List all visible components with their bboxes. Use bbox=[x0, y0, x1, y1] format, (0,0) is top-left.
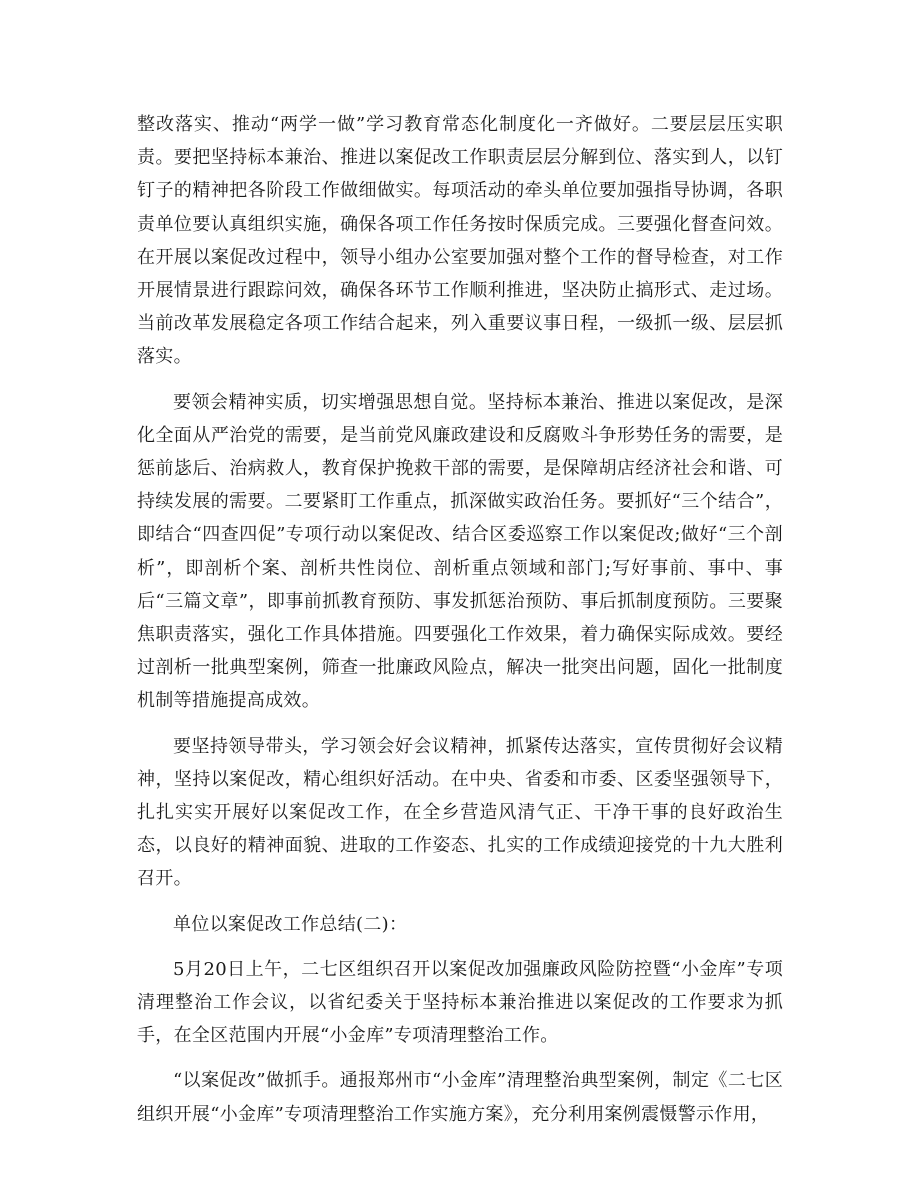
document-body bbox=[137, 108, 783, 1131]
paragraph-5: “以案促改”做抓手。通报郑州市“小金库”清理整治典型案例，制定《二七区组织开展“小金库”专项清理整治工作实施方案》，充分利用案例震慑警示作用， bbox=[137, 1070, 783, 1125]
section-heading: 单位以案促改工作总结(二)： bbox=[173, 913, 408, 935]
paragraph-4: 5月20日上午，二七区组织召开以案促改加强廉政风险防控暨“小金库”专项清理整治工作会议，以省纪委关于坚持标本兼治推进以案促改的工作要求为抓手，在全区范围内开展“小金库”专项清理整治工作。 bbox=[137, 958, 783, 1047]
paragraph-1: 整改落实、推动“两学一做”学习教育常态化制度化一齐做好。二要层层压实职责。要把坚持标本兼治、推进以案促改工作职责层层分解到位、落实到人，以钉钉子的精神把各阶段工作做细做实。每项活动的牵头单位要加强指导协调，各职责单位要认真组织实施，确保各项工作任务按时保质完成。三要强化督查问效。在开展以案促改过程中，领导小组办公室要加强对整个工作的督导检查，对工作开展情景进行跟踪问效，确保各环节工作顺利推进，坚决防止搞形式、走过场。当前改革发展稳定各项工作结合起来，列入重要议事日程，一级抓一级、层层抓落实。 bbox=[137, 114, 783, 368]
paragraph-3: 要坚持领导带头，学习领会好会议精神，抓紧传达落实，宣传贯彻好会议精神，坚持以案促改，精心组织好活动。在中央、省委和市委、区委坚强领导下，扎扎实实开展好以案促改工作，在全乡营造风清气正、干净干事的良好政治生态，以良好的精神面貌、进取的工作姿态、扎实的工作成绩迎接党的十九大胜利召开。 bbox=[137, 735, 783, 890]
paragraph-2: 要领会精神实质，切实增强思想自觉。坚持标本兼治、推进以案促改，是深化全面从严治党的需要，是当前党风廉政建设和反腐败斗争形势任务的需要，是惩前毖后、治病救人，教育保护挽救干部的需要，是保障胡店经济社会和谐、可持续发展的需要。二要紧盯工作重点，抓深做实政治任务。要抓好“三个结合”，即结合“四查四促”专项行动以案促改、结合区委巡察工作以案促改;做好“三个剖析”，即剖析个案、剖析共性岗位、剖析重点领域和部门;写好事前、事中、事后“三篇文章”，即事前抓教育预防、事发抓惩治预防、事后抓制度预防。三要聚焦职责落实，强化工作具体措施。四要强化工作效果，着力确保实际成效。要经过剖析一批典型案例，筛查一批廉政风险点，解决一批突出问题，固化一批制度机制等措施提高成效。 bbox=[137, 391, 783, 712]
